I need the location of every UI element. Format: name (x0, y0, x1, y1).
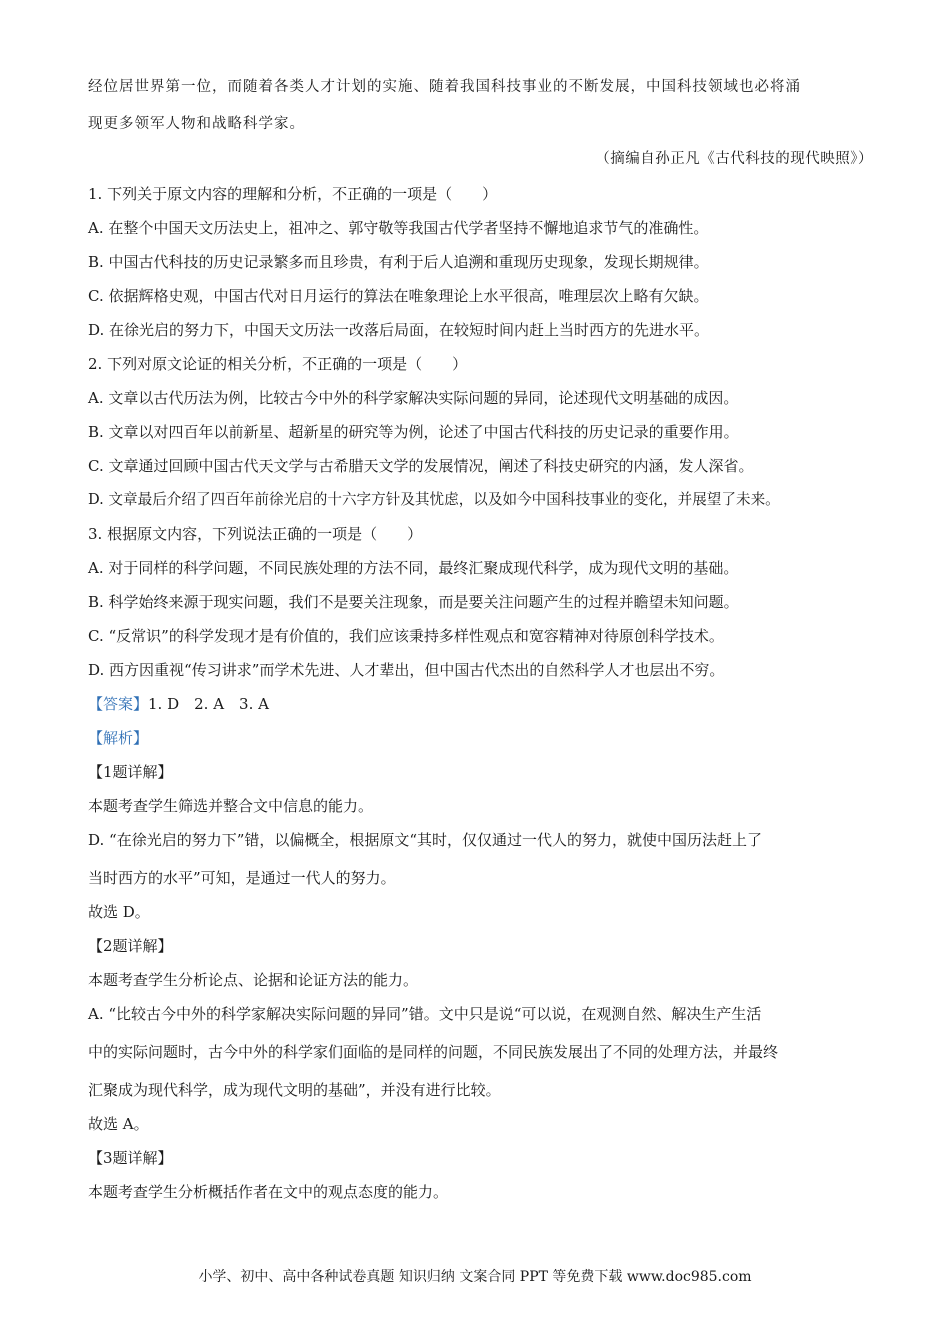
question-3 (88, 520, 873, 684)
option-a: A. 对于同样的科学问题，不同民族处理的方法不同，最终汇聚成现代科学，成为现代文明的基础。 (88, 559, 739, 577)
option-d: D. 文章最后介绍了四百年前徐光启的十六字方针及其忧虑，以及如今中国科技事业的变化，并展望了未来。 (88, 491, 780, 508)
document-page (88, 72, 873, 1206)
option-b: B. 中国古代科技的历史记录繁多而且珍贵，有利于后人追溯和重现历史现象，发现长期规律。 (88, 253, 709, 271)
option-d: D. 西方因重视“传习讲求”而学术先进、人才辈出，但中国古代杰出的自然科学人才也层出不穷。 (88, 661, 725, 679)
answer-line (88, 690, 873, 718)
option-a: A. 在整个中国天文历法史上，祖冲之、郭守敬等我国古代学者坚持不懈地追求节气的准确性。 (88, 219, 709, 237)
question-2 (88, 350, 873, 514)
analysis-label: 【解析】 (88, 729, 149, 747)
answer-label: 【答案】 (88, 695, 149, 713)
detail-line: D. “在徐光启的努力下”错，以偏概全，根据原文“其时，仅仅通过一代人的努力，就使中国历法赶上了 (88, 831, 763, 849)
question-stem: 2. 下列对原文论证的相关分析，不正确的一项是（ ） (88, 355, 468, 373)
option-d: D. 在徐光启的努力下，中国天文历法一改落后局面，在较短时间内赶上当时西方的先进水平。 (88, 321, 710, 339)
detail-line: A. “比较古今中外的科学家解决实际问题的异同”错。文中只是说“可以说，在观测自然、解决生产生活 (88, 1005, 762, 1023)
intro-line-1: 经位居世界第一位，而随着各类人才计划的实施、随着我国科技事业的不断发展，中国科技领域也必将涌 (88, 79, 801, 95)
detail-heading: 【1题详解】 (88, 763, 173, 781)
detail-1 (88, 758, 873, 926)
option-a: A. 文章以古代历法为例，比较古今中外的科学家解决实际问题的异同，论述现代文明基础的成因。 (88, 389, 739, 407)
detail-line: 汇聚成为现代科学，成为现代文明的基础”，并没有进行比较。 (88, 1081, 501, 1099)
detail-heading: 【2题详解】 (88, 937, 173, 955)
detail-line: 本题考查学生分析概括作者在文中的观点态度的能力。 (88, 1183, 449, 1201)
detail-line: 中的实际问题时，古今中外的科学家们面临的是同样的问题，不同民族发展出了不同的处理方法，并最终 (88, 1043, 779, 1061)
option-c: C. 文章通过回顾中国古代天文学与古希腊天文学的发展情况，阐述了科技史研究的内涵，发人深省。 (88, 457, 754, 475)
option-c: C. 依据辉格史观，中国古代对日月运行的算法在唯象理论上水平很高，唯理层次上略有欠缺。 (88, 287, 709, 305)
detail-line: 本题考查学生分析论点、论据和论证方法的能力。 (88, 971, 419, 989)
page-footer: 小学、初中、高中各种试卷真题 知识归纳 文案合同 PPT 等免费下载 www.doc985.com (198, 1269, 752, 1285)
detail-line: 本题考查学生筛选并整合文中信息的能力。 (88, 797, 374, 815)
question-1 (88, 180, 873, 344)
intro-line-2: 现更多领军人物和战略科学家。 (88, 116, 305, 132)
question-stem: 1. 下列关于原文内容的理解和分析，不正确的一项是（ ） (88, 185, 498, 203)
question-stem: 3. 根据原文内容，下列说法正确的一项是（ ） (88, 525, 423, 543)
detail-2 (88, 932, 873, 1138)
option-c: C. “反常识”的科学发现才是有价值的，我们应该秉持多样性观点和宽容精神对待原创科学技术。 (88, 627, 724, 645)
detail-line: 故选 A。 (88, 1115, 149, 1133)
detail-3 (88, 1144, 873, 1206)
detail-line: 故选 D。 (88, 903, 150, 921)
detail-heading: 【3题详解】 (88, 1149, 173, 1167)
option-b: B. 文章以对四百年以前新星、超新星的研究等为例，论述了中国古代科技的历史记录的重要作用。 (88, 423, 739, 441)
answer-text: 1. D 2. A 3. A (148, 695, 269, 713)
source-citation: （摘编自孙正凡《古代科技的现代映照》） (595, 151, 873, 167)
detail-line: 当时西方的水平”可知，是通过一代人的努力。 (88, 869, 396, 887)
option-b: B. 科学始终来源于现实问题，我们不是要关注现象，而是要关注问题产生的过程并瞻望未知问题。 (88, 593, 739, 611)
